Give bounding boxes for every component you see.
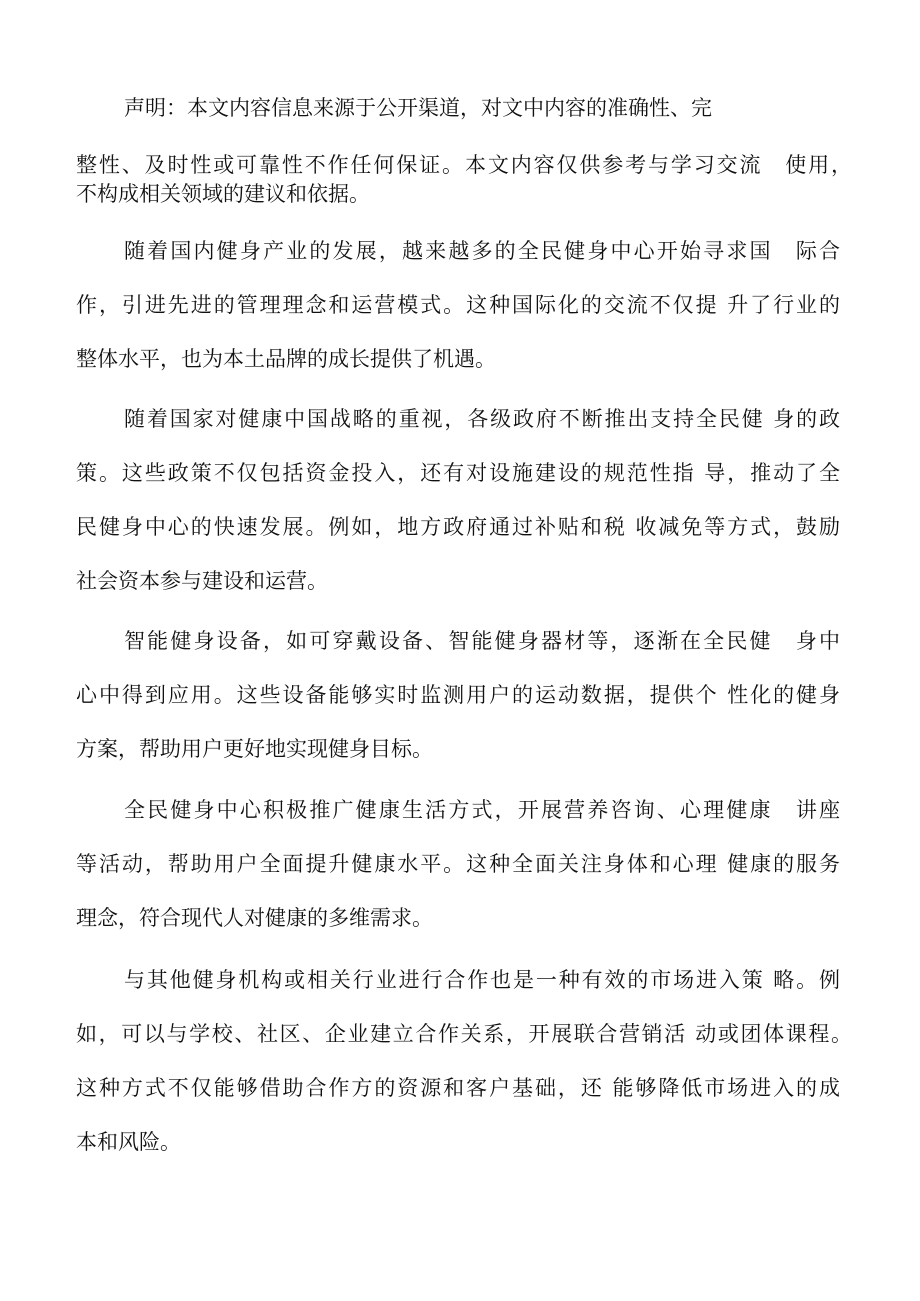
paragraph-3-line-1: 随着国家对健康中国战略的重视，各级政府不断推出支持全民健 身的政 bbox=[124, 407, 840, 431]
paragraph-4-line-1: 智能健身设备，如可穿戴设备、智能健身器材等，逐渐在全民健 身中 bbox=[124, 629, 840, 653]
paragraph-3-line-2: 策。这些政策不仅包括资金投入，还有对设施建设的规范性指 导，推动了全 bbox=[76, 461, 840, 485]
paragraph-2-line-2: 作，引进先进的管理理念和运营模式。这种国际化的交流不仅提 升了行业的 bbox=[76, 293, 840, 317]
paragraph-3-line-3: 民健身中心的快速发展。例如，地方政府通过补贴和税 收减免等方式，鼓励 bbox=[76, 515, 840, 539]
paragraph-1-line-3: 不构成相关领域的建议和依据。 bbox=[76, 182, 370, 206]
paragraph-1-line-2: 整性、及时性或可靠性不作任何保证。本文内容仅供参考与学习交流 使用， bbox=[76, 153, 852, 177]
paragraph-5-line-3: 理念，符合现代人对健康的多维需求。 bbox=[76, 906, 433, 930]
paragraph-4-line-3: 方案，帮助用户更好地实现健身目标。 bbox=[76, 737, 433, 761]
paragraph-3-line-4: 社会资本参与建设和运营。 bbox=[76, 569, 328, 593]
paragraph-6-line-2: 如，可以与学校、社区、企业建立合作关系，开展联合营销活 动或团体课程。 bbox=[76, 1022, 852, 1046]
paragraph-5-line-1: 全民健身中心积极推广健康生活方式，开展营养咨询、心理健康 讲座 bbox=[124, 798, 840, 822]
paragraph-6-line-3: 这种方式不仅能够借助合作方的资源和客户基础，还 能够降低市场进入的成 bbox=[76, 1076, 840, 1100]
paragraph-2-line-1: 随着国内健身产业的发展，越来越多的全民健身中心开始寻求国 际合 bbox=[124, 239, 840, 263]
paragraph-6-line-1: 与其他健身机构或相关行业进行合作也是一种有效的市场进入策 略。例 bbox=[124, 968, 840, 992]
paragraph-6-line-4: 本和风险。 bbox=[76, 1130, 181, 1154]
paragraph-4-line-2: 心中得到应用。这些设备能够实时监测用户的运动数据，提供个 性化的健身 bbox=[76, 683, 840, 707]
paragraph-1-line-1: 声明：本文内容信息来源于公开渠道，对文中内容的准确性、完 bbox=[124, 96, 712, 120]
paragraph-2-line-3: 整体水平，也为本土品牌的成长提供了机遇。 bbox=[76, 347, 496, 371]
paragraph-5-line-2: 等活动，帮助用户全面提升健康水平。这种全面关注身体和心理 健康的服务 bbox=[76, 852, 840, 876]
